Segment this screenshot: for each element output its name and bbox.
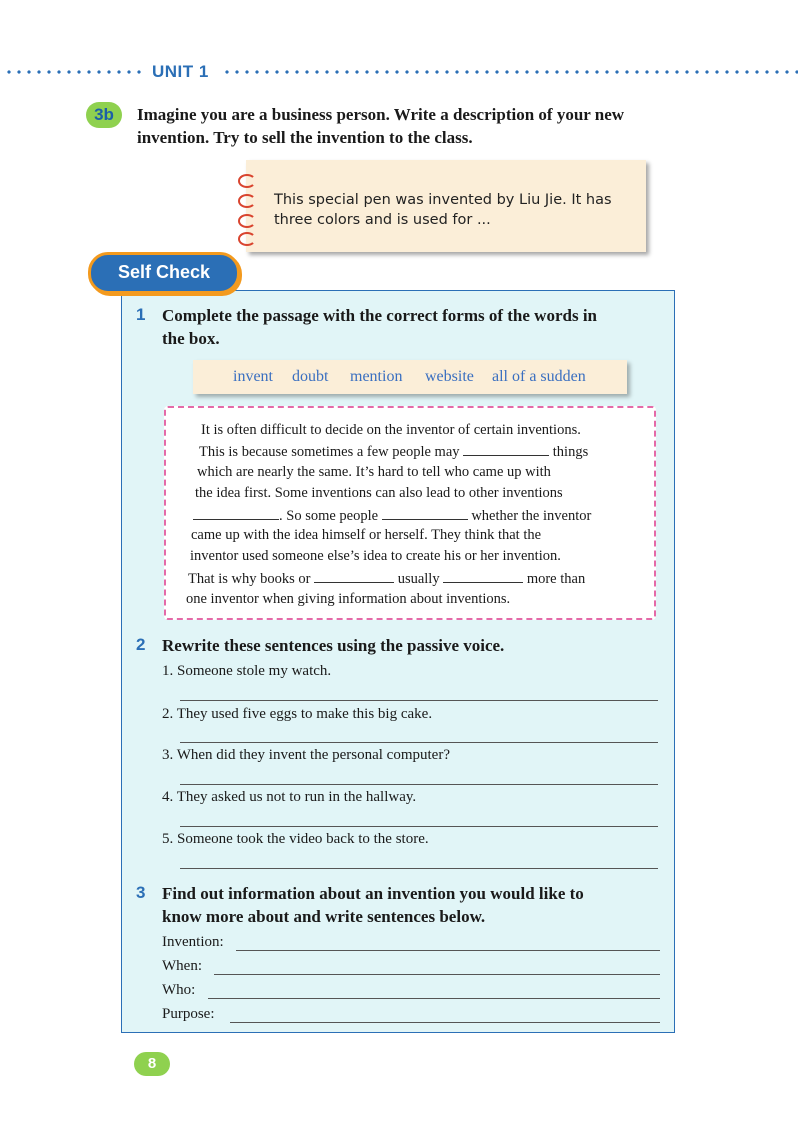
answer-line[interactable] bbox=[180, 784, 658, 785]
q2-item: 4. They asked us not to run in the hallway. bbox=[162, 789, 417, 805]
fill-blank[interactable] bbox=[193, 507, 279, 520]
note-ring-icon bbox=[238, 214, 256, 228]
invention-line[interactable] bbox=[236, 950, 660, 951]
passage-line: . So some people whether the inventor bbox=[193, 507, 591, 525]
answer-line[interactable] bbox=[180, 826, 658, 827]
header-dots-right bbox=[222, 70, 798, 74]
word-item: mention bbox=[350, 368, 403, 385]
example-note bbox=[246, 160, 646, 252]
self-check-label: Self Check bbox=[117, 262, 211, 282]
q2-number: 2 bbox=[136, 635, 146, 654]
word-item: doubt bbox=[292, 368, 329, 385]
answer-line[interactable] bbox=[180, 742, 658, 743]
fill-blank[interactable] bbox=[314, 570, 394, 583]
passage-line: inventor used someone else’s idea to create his or her invention. bbox=[190, 548, 561, 564]
q2-item: 5. Someone took the video back to the store. bbox=[162, 831, 429, 847]
passage-line: which are nearly the same. It’s hard to tell who came up with bbox=[197, 464, 551, 480]
word-item: website bbox=[425, 368, 474, 385]
field-label-purpose: Purpose: bbox=[162, 1006, 215, 1022]
passage-line: It is often difficult to decide on the inventor of certain inventions. bbox=[201, 422, 581, 438]
field-label-invention: Invention: bbox=[162, 934, 224, 950]
q1-number: 1 bbox=[136, 305, 146, 324]
q2-item: 1. Someone stole my watch. bbox=[162, 663, 332, 679]
q3-instruction: Find out information about an invention you would like to know more about and write sentences below. bbox=[162, 884, 584, 926]
passage-line: That is why books or usually more than bbox=[188, 571, 586, 587]
passage-line: This is because sometimes a few people may things bbox=[199, 444, 589, 460]
q2-instruction: Rewrite these sentences using the passive voice. bbox=[162, 636, 505, 655]
fill-blank[interactable] bbox=[382, 507, 468, 520]
section-3b-instruction: Imagine you are a business person. Write a description of your new invention. Try to sell the invention to the class. bbox=[137, 105, 625, 147]
fill-blank[interactable] bbox=[463, 443, 549, 456]
note-ring-icon bbox=[238, 194, 256, 208]
word-box bbox=[193, 360, 627, 394]
word-item: invent bbox=[233, 368, 273, 385]
fill-blank[interactable] bbox=[443, 570, 523, 583]
answer-line[interactable] bbox=[180, 868, 658, 869]
header-dots-left bbox=[4, 70, 144, 74]
unit-title: UNIT 1 bbox=[152, 62, 209, 81]
page-number: 8 bbox=[134, 1052, 170, 1076]
field-label-when: When: bbox=[162, 958, 202, 974]
passage-line: came up with the idea himself or herself. They think that the bbox=[191, 527, 542, 543]
self-check-badge bbox=[88, 252, 240, 294]
note-ring-icon bbox=[238, 174, 256, 188]
section-3b-badge: 3b bbox=[86, 102, 122, 128]
q2-item: 2. They used five eggs to make this big cake. bbox=[162, 706, 433, 722]
purpose-line[interactable] bbox=[230, 1022, 660, 1023]
q3-number: 3 bbox=[136, 883, 146, 902]
answer-line[interactable] bbox=[180, 700, 658, 701]
unit-header bbox=[0, 62, 800, 82]
note-ring-icon bbox=[238, 232, 256, 246]
when-line[interactable] bbox=[214, 974, 660, 975]
field-label-who: Who: bbox=[162, 982, 196, 998]
note-text: This special pen was invented by Liu Jie. It has three colors and is used for ... bbox=[274, 192, 612, 228]
q1-instruction: Complete the passage with the correct forms of the words in the box. bbox=[162, 306, 597, 348]
word-item: all of a sudden bbox=[492, 368, 586, 385]
q2-item: 3. When did they invent the personal computer? bbox=[162, 747, 450, 763]
passage-line: one inventor when giving information about inventions. bbox=[186, 591, 511, 607]
passage-line: the idea first. Some inventions can also lead to other inventions bbox=[195, 485, 563, 501]
who-line[interactable] bbox=[208, 998, 660, 999]
